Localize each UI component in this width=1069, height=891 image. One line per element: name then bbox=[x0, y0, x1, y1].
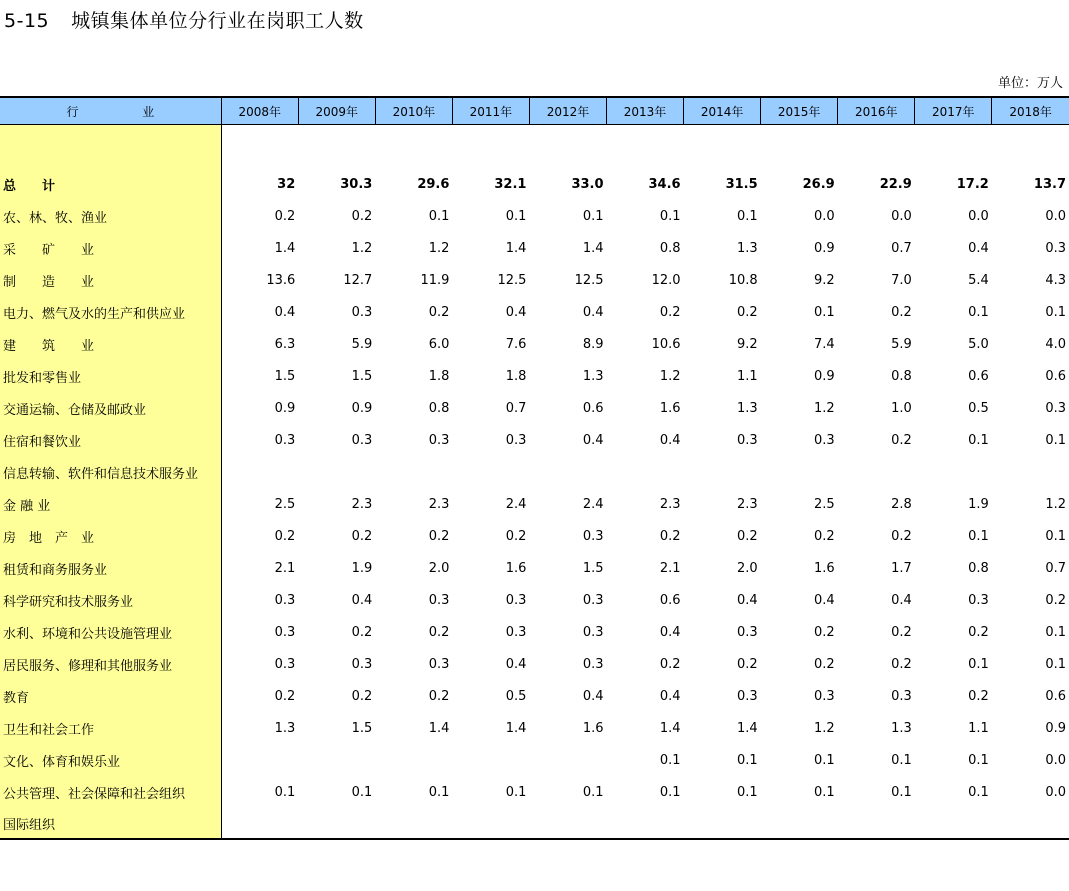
value-cell[interactable]: 0.3 bbox=[428, 592, 450, 608]
value-cell[interactable]: 0.8 bbox=[659, 240, 681, 256]
value-cell[interactable]: 0.0 bbox=[814, 208, 835, 224]
value-cell[interactable]: 34.6 bbox=[648, 176, 681, 192]
value-cell[interactable]: 2.5 bbox=[814, 496, 835, 512]
value-cell[interactable]: 2.4 bbox=[505, 496, 527, 512]
value-cell[interactable]: 0.6 bbox=[1045, 688, 1066, 704]
value-cell[interactable]: 0.2 bbox=[968, 688, 989, 704]
value-cell[interactable]: 0.1 bbox=[505, 784, 527, 800]
industry-employment-table bbox=[0, 96, 1069, 840]
header-industry[interactable]: 行 业 bbox=[0, 97, 221, 125]
industry-label-cell[interactable]: 建 筑 业 bbox=[0, 328, 221, 360]
value-cell[interactable]: 33.0 bbox=[571, 176, 604, 192]
value-cell[interactable] bbox=[452, 808, 529, 839]
value-cell[interactable]: 1.4 bbox=[736, 720, 758, 736]
value-cell[interactable]: 13.7 bbox=[1033, 176, 1066, 192]
industry-label-cell[interactable]: 教育 bbox=[0, 680, 221, 712]
header-year[interactable]: 2014年 bbox=[684, 97, 761, 125]
value-cell[interactable]: 29.6 bbox=[417, 176, 450, 192]
spacer-row bbox=[0, 125, 1069, 169]
value-cell[interactable]: 0.4 bbox=[736, 592, 758, 608]
value-cell[interactable]: 0.2 bbox=[736, 528, 758, 544]
value-cell[interactable]: 0.2 bbox=[428, 624, 450, 640]
industry-label-cell[interactable]: 采 矿 业 bbox=[0, 232, 221, 264]
table-row bbox=[0, 360, 1069, 392]
industry-label-cell[interactable]: 公共管理、社会保障和社会组织 bbox=[0, 776, 221, 808]
value-cell[interactable]: 0.2 bbox=[659, 528, 681, 544]
value-cell[interactable]: 0.4 bbox=[891, 592, 912, 608]
header-year[interactable]: 2010年 bbox=[375, 97, 452, 125]
table-row bbox=[0, 456, 1069, 488]
value-cell[interactable]: 2.0 bbox=[736, 560, 758, 576]
value-cell[interactable]: 1.5 bbox=[274, 368, 296, 384]
table-row bbox=[0, 392, 1069, 424]
value-cell[interactable]: 0.7 bbox=[505, 400, 527, 416]
value-cell[interactable]: 0.2 bbox=[351, 624, 373, 640]
table-row bbox=[0, 680, 1069, 712]
table-row bbox=[0, 808, 1069, 839]
value-cell[interactable]: 0.2 bbox=[274, 688, 296, 704]
value-cell[interactable]: 0.1 bbox=[814, 304, 835, 320]
value-cell[interactable]: 0.4 bbox=[351, 592, 373, 608]
value-cell[interactable]: 0.2 bbox=[814, 624, 835, 640]
value-cell[interactable]: 1.2 bbox=[814, 720, 835, 736]
value-cell[interactable]: 1.1 bbox=[736, 368, 758, 384]
spacer-cell bbox=[221, 125, 1069, 169]
value-cell[interactable]: 2.3 bbox=[428, 496, 450, 512]
value-cell[interactable]: 0.3 bbox=[814, 432, 835, 448]
value-cell[interactable]: 0.1 bbox=[736, 208, 758, 224]
value-cell[interactable]: 0.2 bbox=[659, 656, 681, 672]
table-row bbox=[0, 616, 1069, 648]
value-cell[interactable]: 0.5 bbox=[505, 688, 527, 704]
value-cell[interactable]: 0.1 bbox=[968, 656, 989, 672]
value-cell[interactable] bbox=[838, 808, 915, 839]
value-cell[interactable]: 0.6 bbox=[659, 592, 681, 608]
value-cell[interactable]: 2.1 bbox=[274, 560, 296, 576]
value-cell[interactable]: 2.1 bbox=[659, 560, 681, 576]
value-cell[interactable]: 0.1 bbox=[582, 784, 604, 800]
value-cell[interactable]: 0.3 bbox=[274, 592, 296, 608]
value-cell[interactable]: 2.3 bbox=[736, 496, 758, 512]
value-cell[interactable]: 0.3 bbox=[351, 656, 373, 672]
value-cell[interactable]: 5.4 bbox=[968, 272, 989, 288]
value-cell[interactable]: 0.3 bbox=[428, 656, 450, 672]
value-cell[interactable] bbox=[452, 456, 529, 488]
value-cell[interactable]: 0.1 bbox=[1045, 304, 1066, 320]
value-cell[interactable]: 7.6 bbox=[505, 336, 527, 352]
value-cell[interactable]: 12.5 bbox=[497, 272, 527, 288]
industry-label-cell[interactable]: 批发和零售业 bbox=[0, 360, 221, 392]
value-cell[interactable]: 0.2 bbox=[1045, 592, 1066, 608]
value-cell[interactable]: 0.2 bbox=[274, 208, 296, 224]
value-cell[interactable]: 0.7 bbox=[1045, 560, 1066, 576]
value-cell[interactable]: 0.2 bbox=[351, 528, 373, 544]
industry-label-cell[interactable]: 信息转输、软件和信息技术服务业 bbox=[0, 456, 221, 488]
value-cell[interactable]: 30.3 bbox=[340, 176, 373, 192]
value-cell[interactable]: 0.1 bbox=[428, 784, 450, 800]
value-cell[interactable]: 0.3 bbox=[351, 304, 373, 320]
value-cell[interactable] bbox=[607, 456, 684, 488]
value-cell[interactable]: 12.7 bbox=[343, 272, 373, 288]
value-cell[interactable]: 1.5 bbox=[351, 720, 373, 736]
value-cell[interactable]: 1.1 bbox=[968, 720, 989, 736]
value-cell[interactable]: 2.0 bbox=[428, 560, 450, 576]
value-cell[interactable]: 1.2 bbox=[1045, 496, 1066, 512]
value-cell[interactable] bbox=[221, 744, 298, 776]
table-row bbox=[0, 648, 1069, 680]
value-cell[interactable]: 1.6 bbox=[659, 400, 681, 416]
value-cell[interactable]: 0.9 bbox=[814, 368, 835, 384]
value-cell[interactable]: 0.2 bbox=[814, 656, 835, 672]
value-cell[interactable] bbox=[298, 744, 375, 776]
value-cell[interactable]: 0.4 bbox=[582, 432, 604, 448]
value-cell[interactable]: 1.4 bbox=[274, 240, 296, 256]
value-cell[interactable]: 0.2 bbox=[891, 656, 912, 672]
value-cell[interactable]: 0.2 bbox=[891, 624, 912, 640]
value-cell[interactable] bbox=[298, 808, 375, 839]
value-cell[interactable]: 0.1 bbox=[428, 208, 450, 224]
value-cell[interactable]: 0.4 bbox=[814, 592, 835, 608]
value-cell[interactable]: 0.3 bbox=[505, 592, 527, 608]
table-title: 城镇集体单位分行业在岗职工人数 bbox=[71, 10, 364, 32]
value-cell[interactable]: 0.0 bbox=[968, 208, 989, 224]
value-cell[interactable]: 1.5 bbox=[351, 368, 373, 384]
value-cell[interactable]: 1.9 bbox=[968, 496, 989, 512]
value-cell[interactable]: 10.6 bbox=[651, 336, 681, 352]
value-cell[interactable] bbox=[992, 808, 1069, 839]
value-cell[interactable]: 0.6 bbox=[968, 368, 989, 384]
value-cell[interactable]: 0.2 bbox=[351, 688, 373, 704]
value-cell[interactable] bbox=[915, 808, 992, 839]
value-cell[interactable]: 0.1 bbox=[351, 784, 373, 800]
value-cell[interactable]: 8.9 bbox=[582, 336, 604, 352]
value-cell[interactable]: 31.5 bbox=[725, 176, 758, 192]
value-cell[interactable]: 1.4 bbox=[505, 240, 527, 256]
header-year[interactable]: 2013年 bbox=[607, 97, 684, 125]
value-cell[interactable]: 0.9 bbox=[814, 240, 835, 256]
value-cell[interactable]: 0.4 bbox=[659, 688, 681, 704]
industry-label-cell[interactable]: 农、林、牧、渔业 bbox=[0, 200, 221, 232]
value-cell[interactable]: 0.3 bbox=[582, 528, 604, 544]
value-cell[interactable]: 2.8 bbox=[891, 496, 912, 512]
table-row bbox=[0, 424, 1069, 456]
value-cell[interactable]: 0.0 bbox=[1045, 752, 1066, 768]
value-cell[interactable]: 0.2 bbox=[274, 528, 296, 544]
value-cell[interactable] bbox=[375, 456, 452, 488]
value-cell[interactable]: 1.4 bbox=[659, 720, 681, 736]
industry-label-cell[interactable]: 科学研究和技术服务业 bbox=[0, 584, 221, 616]
value-cell[interactable]: 9.2 bbox=[736, 336, 758, 352]
value-cell[interactable]: 0.2 bbox=[891, 432, 912, 448]
value-cell[interactable]: 1.4 bbox=[582, 240, 604, 256]
value-cell[interactable]: 0.4 bbox=[582, 688, 604, 704]
industry-label-cell[interactable]: 房 地 产 业 bbox=[0, 520, 221, 552]
value-cell[interactable]: 1.6 bbox=[582, 720, 604, 736]
value-cell[interactable]: 0.1 bbox=[1045, 624, 1066, 640]
value-cell[interactable]: 0.2 bbox=[428, 304, 450, 320]
value-cell[interactable] bbox=[684, 808, 761, 839]
value-cell[interactable]: 0.1 bbox=[968, 528, 989, 544]
value-cell[interactable]: 0.1 bbox=[1045, 656, 1066, 672]
value-cell[interactable]: 1.4 bbox=[505, 720, 527, 736]
value-cell[interactable]: 0.9 bbox=[274, 400, 296, 416]
table-row bbox=[0, 232, 1069, 264]
header-year[interactable]: 2008年 bbox=[221, 97, 298, 125]
value-cell[interactable] bbox=[375, 808, 452, 839]
value-cell[interactable]: 5.0 bbox=[968, 336, 989, 352]
value-cell[interactable]: 0.1 bbox=[274, 784, 296, 800]
value-cell[interactable]: 11.9 bbox=[420, 272, 450, 288]
industry-label-cell[interactable]: 交通运输、仓储及邮政业 bbox=[0, 392, 221, 424]
value-cell[interactable]: 0.3 bbox=[582, 592, 604, 608]
value-cell[interactable]: 17.2 bbox=[956, 176, 989, 192]
value-cell[interactable]: 0.1 bbox=[968, 432, 989, 448]
data-table-container bbox=[0, 96, 1069, 840]
industry-label-cell[interactable]: 制 造 业 bbox=[0, 264, 221, 296]
value-cell[interactable]: 0.2 bbox=[968, 624, 989, 640]
industry-label-cell[interactable]: 国际组织 bbox=[0, 808, 221, 839]
value-cell[interactable] bbox=[529, 808, 606, 839]
value-cell[interactable]: 0.4 bbox=[582, 304, 604, 320]
value-cell[interactable]: 0.4 bbox=[659, 432, 681, 448]
value-cell[interactable]: 0.5 bbox=[968, 400, 989, 416]
table-body bbox=[0, 125, 1069, 840]
value-cell[interactable]: 0.1 bbox=[814, 752, 835, 768]
header-year[interactable]: 2012年 bbox=[529, 97, 606, 125]
value-cell[interactable]: 0.3 bbox=[968, 592, 989, 608]
value-cell[interactable]: 6.3 bbox=[274, 336, 296, 352]
value-cell[interactable]: 0.3 bbox=[505, 432, 527, 448]
value-cell[interactable] bbox=[915, 456, 992, 488]
header-year[interactable]: 2017年 bbox=[915, 97, 992, 125]
value-cell[interactable]: 0.3 bbox=[274, 656, 296, 672]
value-cell[interactable]: 6.0 bbox=[428, 336, 450, 352]
value-cell[interactable] bbox=[992, 456, 1069, 488]
value-cell[interactable]: 12.5 bbox=[574, 272, 604, 288]
value-cell[interactable] bbox=[838, 456, 915, 488]
value-cell[interactable]: 0.4 bbox=[659, 624, 681, 640]
value-cell[interactable]: 0.3 bbox=[814, 688, 835, 704]
value-cell[interactable]: 4.0 bbox=[1045, 336, 1066, 352]
industry-label-cell[interactable]: 卫生和社会工作 bbox=[0, 712, 221, 744]
value-cell[interactable]: 0.3 bbox=[582, 624, 604, 640]
value-cell[interactable]: 0.1 bbox=[659, 784, 681, 800]
value-cell[interactable]: 0.3 bbox=[891, 688, 912, 704]
table-row bbox=[0, 328, 1069, 360]
value-cell[interactable]: 1.3 bbox=[582, 368, 604, 384]
value-cell[interactable]: 1.2 bbox=[351, 240, 373, 256]
value-cell[interactable]: 0.1 bbox=[1045, 528, 1066, 544]
value-cell[interactable]: 0.1 bbox=[891, 752, 912, 768]
value-cell[interactable]: 7.0 bbox=[891, 272, 912, 288]
value-cell[interactable]: 10.8 bbox=[728, 272, 758, 288]
value-cell[interactable]: 0.2 bbox=[351, 208, 373, 224]
value-cell[interactable]: 0.2 bbox=[736, 304, 758, 320]
value-cell[interactable]: 1.4 bbox=[428, 720, 450, 736]
value-cell[interactable]: 0.2 bbox=[428, 688, 450, 704]
table-row bbox=[0, 264, 1069, 296]
value-cell[interactable] bbox=[761, 808, 838, 839]
value-cell[interactable]: 0.3 bbox=[1045, 400, 1066, 416]
table-row bbox=[0, 200, 1069, 232]
value-cell[interactable]: 0.3 bbox=[582, 656, 604, 672]
value-cell[interactable]: 0.1 bbox=[582, 208, 604, 224]
industry-label-cell[interactable]: 租赁和商务服务业 bbox=[0, 552, 221, 584]
value-cell[interactable]: 0.1 bbox=[659, 208, 681, 224]
value-cell[interactable]: 1.3 bbox=[736, 400, 758, 416]
value-cell[interactable] bbox=[607, 808, 684, 839]
value-cell[interactable]: 0.2 bbox=[659, 304, 681, 320]
value-cell[interactable]: 1.2 bbox=[814, 400, 835, 416]
value-cell[interactable]: 32 bbox=[277, 176, 296, 192]
value-cell[interactable]: 0.8 bbox=[968, 560, 989, 576]
value-cell[interactable]: 1.3 bbox=[891, 720, 912, 736]
value-cell[interactable]: 0.4 bbox=[274, 304, 296, 320]
value-cell[interactable]: 0.1 bbox=[659, 752, 681, 768]
value-cell[interactable]: 1.8 bbox=[505, 368, 527, 384]
header-row bbox=[0, 97, 1069, 125]
value-cell[interactable]: 0.0 bbox=[891, 208, 912, 224]
header-year[interactable]: 2015年 bbox=[761, 97, 838, 125]
unit-label: 单位：万人 bbox=[997, 76, 1063, 91]
industry-label-cell[interactable]: 水利、环境和公共设施管理业 bbox=[0, 616, 221, 648]
industry-label-cell[interactable]: 文化、体育和娱乐业 bbox=[0, 744, 221, 776]
value-cell[interactable]: 9.2 bbox=[814, 272, 835, 288]
value-cell[interactable]: 0.9 bbox=[351, 400, 373, 416]
value-cell[interactable]: 0.3 bbox=[1045, 240, 1066, 256]
value-cell[interactable]: 1.0 bbox=[891, 400, 912, 416]
value-cell[interactable]: 1.6 bbox=[505, 560, 527, 576]
table-row bbox=[0, 744, 1069, 776]
value-cell[interactable]: 0.1 bbox=[736, 752, 758, 768]
value-cell[interactable]: 0.1 bbox=[505, 208, 527, 224]
value-cell[interactable]: 0.3 bbox=[274, 432, 296, 448]
value-cell[interactable]: 0.3 bbox=[351, 432, 373, 448]
value-cell[interactable]: 0.2 bbox=[891, 304, 912, 320]
value-cell[interactable] bbox=[452, 744, 529, 776]
table-row bbox=[0, 712, 1069, 744]
industry-label-cell[interactable]: 电力、燃气及水的生产和供应业 bbox=[0, 296, 221, 328]
industry-label-cell[interactable]: 总 计 bbox=[0, 168, 221, 200]
value-cell[interactable]: 1.5 bbox=[582, 560, 604, 576]
value-cell[interactable] bbox=[221, 456, 298, 488]
value-cell[interactable]: 0.0 bbox=[1045, 208, 1066, 224]
value-cell[interactable]: 2.5 bbox=[274, 496, 296, 512]
value-cell[interactable]: 0.4 bbox=[505, 656, 527, 672]
value-cell[interactable]: 0.4 bbox=[968, 240, 989, 256]
value-cell[interactable]: 0.2 bbox=[428, 528, 450, 544]
value-cell[interactable]: 0.1 bbox=[736, 784, 758, 800]
total-row bbox=[0, 168, 1069, 200]
value-cell[interactable]: 0.2 bbox=[891, 528, 912, 544]
header-year[interactable]: 2016年 bbox=[838, 97, 915, 125]
value-cell[interactable]: 1.2 bbox=[659, 368, 681, 384]
value-cell[interactable]: 2.3 bbox=[351, 496, 373, 512]
value-cell[interactable]: 0.3 bbox=[736, 624, 758, 640]
value-cell[interactable]: 0.9 bbox=[1045, 720, 1066, 736]
value-cell[interactable]: 5.9 bbox=[351, 336, 373, 352]
value-cell[interactable]: 0.4 bbox=[505, 304, 527, 320]
value-cell[interactable] bbox=[684, 456, 761, 488]
value-cell[interactable]: 0.1 bbox=[1045, 432, 1066, 448]
page-title bbox=[4, 6, 364, 33]
value-cell[interactable]: 0.1 bbox=[968, 752, 989, 768]
value-cell[interactable]: 2.4 bbox=[582, 496, 604, 512]
value-cell[interactable]: 26.9 bbox=[802, 176, 835, 192]
value-cell[interactable]: 0.3 bbox=[428, 432, 450, 448]
value-cell[interactable]: 0.2 bbox=[736, 656, 758, 672]
value-cell[interactable]: 0.1 bbox=[968, 784, 989, 800]
value-cell[interactable]: 1.6 bbox=[814, 560, 835, 576]
value-cell[interactable]: 0.3 bbox=[505, 624, 527, 640]
value-cell[interactable]: 12.0 bbox=[651, 272, 681, 288]
table-row bbox=[0, 520, 1069, 552]
value-cell[interactable]: 0.7 bbox=[891, 240, 912, 256]
value-cell[interactable] bbox=[221, 808, 298, 839]
spacer-cell bbox=[0, 125, 221, 169]
value-cell[interactable]: 0.8 bbox=[428, 400, 450, 416]
industry-label-cell[interactable]: 住宿和餐饮业 bbox=[0, 424, 221, 456]
table-row bbox=[0, 552, 1069, 584]
value-cell[interactable] bbox=[761, 456, 838, 488]
table-row bbox=[0, 584, 1069, 616]
value-cell[interactable]: 1.7 bbox=[891, 560, 912, 576]
table-row bbox=[0, 776, 1069, 808]
value-cell[interactable]: 22.9 bbox=[879, 176, 912, 192]
value-cell[interactable]: 0.8 bbox=[891, 368, 912, 384]
industry-label-cell[interactable]: 金 融 业 bbox=[0, 488, 221, 520]
value-cell[interactable]: 0.1 bbox=[814, 784, 835, 800]
value-cell[interactable]: 32.1 bbox=[494, 176, 527, 192]
value-cell[interactable]: 1.3 bbox=[736, 240, 758, 256]
value-cell[interactable]: 5.9 bbox=[891, 336, 912, 352]
industry-label-cell[interactable]: 居民服务、修理和其他服务业 bbox=[0, 648, 221, 680]
value-cell[interactable]: 0.1 bbox=[891, 784, 912, 800]
value-cell[interactable]: 7.4 bbox=[814, 336, 835, 352]
value-cell[interactable]: 0.1 bbox=[968, 304, 989, 320]
value-cell[interactable] bbox=[375, 744, 452, 776]
table-number: 5-15 bbox=[4, 10, 50, 32]
header-year[interactable]: 2009年 bbox=[298, 97, 375, 125]
value-cell[interactable]: 13.6 bbox=[266, 272, 296, 288]
value-cell[interactable]: 1.2 bbox=[428, 240, 450, 256]
value-cell[interactable]: 0.0 bbox=[1045, 784, 1066, 800]
value-cell[interactable]: 0.3 bbox=[736, 432, 758, 448]
header-year[interactable]: 2018年 bbox=[992, 97, 1069, 125]
table-row bbox=[0, 296, 1069, 328]
value-cell[interactable]: 4.3 bbox=[1045, 272, 1066, 288]
value-cell[interactable]: 2.3 bbox=[659, 496, 681, 512]
header-year[interactable]: 2011年 bbox=[452, 97, 529, 125]
value-cell[interactable] bbox=[298, 456, 375, 488]
value-cell[interactable]: 0.3 bbox=[736, 688, 758, 704]
value-cell[interactable]: 0.2 bbox=[814, 528, 835, 544]
value-cell[interactable]: 0.3 bbox=[274, 624, 296, 640]
value-cell[interactable]: 0.2 bbox=[505, 528, 527, 544]
value-cell[interactable] bbox=[529, 744, 606, 776]
value-cell[interactable]: 1.9 bbox=[351, 560, 373, 576]
value-cell[interactable] bbox=[529, 456, 606, 488]
value-cell[interactable]: 0.6 bbox=[1045, 368, 1066, 384]
table-row bbox=[0, 488, 1069, 520]
value-cell[interactable]: 0.6 bbox=[582, 400, 604, 416]
value-cell[interactable]: 1.8 bbox=[428, 368, 450, 384]
value-cell[interactable]: 1.3 bbox=[274, 720, 296, 736]
